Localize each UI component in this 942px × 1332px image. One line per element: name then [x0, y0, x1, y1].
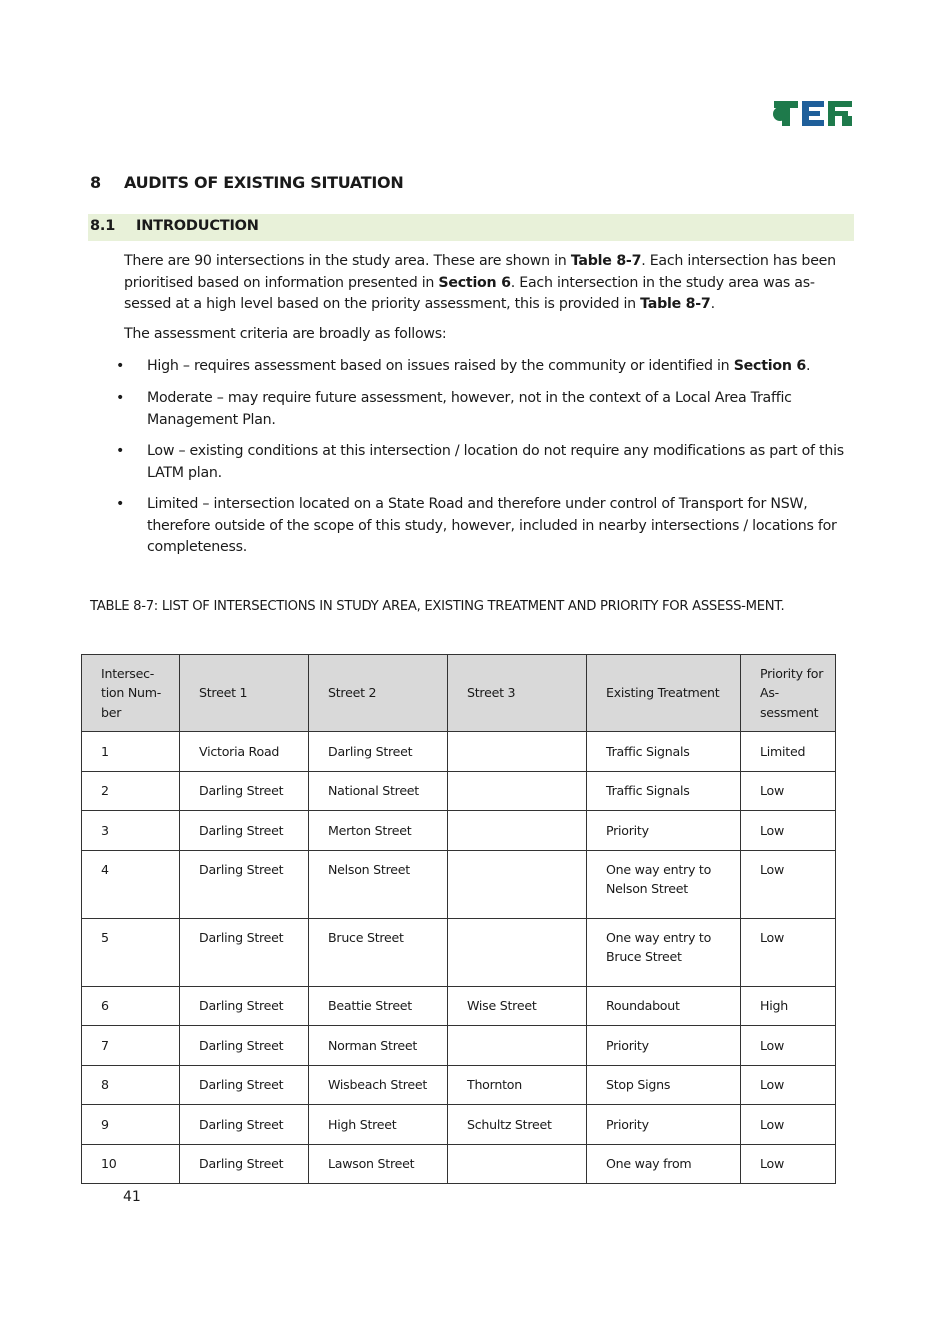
header-street-2: Street 2 [309, 655, 448, 732]
cell-treatment: Stop Signs [587, 1065, 741, 1105]
bullet-icon: • [116, 443, 125, 459]
cell-street-2: Bruce Street [309, 918, 448, 986]
cell-street-3 [448, 918, 587, 986]
cell-street-1: Darling Street [180, 850, 309, 918]
cell-treatment: Roundabout [587, 986, 741, 1026]
cell-street-1: Darling Street [180, 1026, 309, 1066]
cell-street-2: Merton Street [309, 811, 448, 851]
cell-street-1: Darling Street [180, 771, 309, 811]
cell-treatment: Traffic Signals [587, 732, 741, 772]
cell-street-1: Darling Street [180, 811, 309, 851]
cell-street-1: Darling Street [180, 1065, 309, 1105]
cell-street-3 [448, 771, 587, 811]
table-row [82, 1026, 836, 1066]
cell-street-2: Beattie Street [309, 986, 448, 1026]
page-number: 41 [123, 1189, 141, 1205]
cell-street-1: Victoria Road [180, 732, 309, 772]
header-intersection-number: Intersec-tion Num-ber [82, 655, 180, 732]
cell-priority: High [741, 986, 836, 1026]
cell-priority: Low [741, 1144, 836, 1184]
cell-street-2: Lawson Street [309, 1144, 448, 1184]
cell-number: 7 [82, 1026, 180, 1066]
table-row [82, 771, 836, 811]
cell-street-2: Darling Street [309, 732, 448, 772]
cell-priority: Low [741, 771, 836, 811]
table-caption: TABLE 8-7: LIST OF INTERSECTIONS IN STUDY AREA, EXISTING TREATMENT AND PRIORITY FOR ASSESS-MENT. [90, 599, 785, 614]
cell-priority: Low [741, 1065, 836, 1105]
cell-number: 10 [82, 1144, 180, 1184]
cell-treatment: One way entry to Bruce Street [587, 918, 741, 986]
cell-street-2: National Street [309, 771, 448, 811]
cell-street-2: Wisbeach Street [309, 1065, 448, 1105]
table-row [82, 1105, 836, 1145]
cell-number: 1 [82, 732, 180, 772]
cell-priority: Low [741, 918, 836, 986]
cell-treatment: One way entry to Nelson Street [587, 850, 741, 918]
company-logo [772, 98, 856, 128]
header-priority: Priority for As-sessment [741, 655, 836, 732]
table-row [82, 850, 836, 918]
cell-street-3 [448, 1026, 587, 1066]
cell-number: 2 [82, 771, 180, 811]
cell-treatment: Priority [587, 1026, 741, 1066]
header-existing-treatment: Existing Treatment [587, 655, 741, 732]
cell-treatment: One way from [587, 1144, 741, 1184]
table-row [82, 732, 836, 772]
cell-number: 3 [82, 811, 180, 851]
cell-street-1: Darling Street [180, 1144, 309, 1184]
cell-street-3: Thornton [448, 1065, 587, 1105]
cell-treatment: Priority [587, 1105, 741, 1145]
cell-treatment: Priority [587, 811, 741, 851]
table-header-row [82, 655, 836, 732]
cell-number: 6 [82, 986, 180, 1026]
subsection-title: INTRODUCTION [136, 218, 259, 234]
section-title: AUDITS OF EXISTING SITUATION [124, 173, 404, 192]
intro-paragraph: There are 90 intersections in the study area. These are shown in Table 8-7. Each intersection has been prioritised based on information presented in Section 6. Each intersection in the study area was as-sessed at a high level based on the priority assessment, this is provided in Table 8-7. [124, 253, 836, 312]
table-row [82, 986, 836, 1026]
cell-street-3: Wise Street [448, 986, 587, 1026]
table-row [82, 918, 836, 986]
bullet-icon: • [116, 496, 125, 512]
bullet-icon: • [116, 358, 125, 374]
cell-number: 5 [82, 918, 180, 986]
cell-street-3 [448, 811, 587, 851]
cell-street-2: Norman Street [309, 1026, 448, 1066]
cell-number: 4 [82, 850, 180, 918]
criteria-intro: The assessment criteria are broadly as follows: [124, 326, 447, 342]
cell-street-1: Darling Street [180, 1105, 309, 1145]
table-row [82, 1144, 836, 1184]
table-row [82, 811, 836, 851]
cell-priority: Low [741, 1105, 836, 1145]
cell-street-3 [448, 1144, 587, 1184]
cell-street-1: Darling Street [180, 986, 309, 1026]
subsection-number: 8.1 [90, 218, 116, 234]
table-row [82, 1065, 836, 1105]
header-street-1: Street 1 [180, 655, 309, 732]
section-number: 8 [90, 173, 101, 192]
cell-street-2: High Street [309, 1105, 448, 1145]
cell-street-3 [448, 850, 587, 918]
bullet-icon: • [116, 390, 125, 406]
cell-number: 9 [82, 1105, 180, 1145]
section-heading [90, 173, 403, 192]
cell-street-3 [448, 732, 587, 772]
intersections-table [81, 654, 836, 1184]
header-street-3: Street 3 [448, 655, 587, 732]
cell-street-1: Darling Street [180, 918, 309, 986]
cell-treatment: Traffic Signals [587, 771, 741, 811]
cell-priority: Limited [741, 732, 836, 772]
cell-street-3: Schultz Street [448, 1105, 587, 1145]
cell-street-2: Nelson Street [309, 850, 448, 918]
cell-priority: Low [741, 850, 836, 918]
cell-number: 8 [82, 1065, 180, 1105]
cell-priority: Low [741, 1026, 836, 1066]
cell-priority: Low [741, 811, 836, 851]
subsection-heading [90, 218, 259, 234]
